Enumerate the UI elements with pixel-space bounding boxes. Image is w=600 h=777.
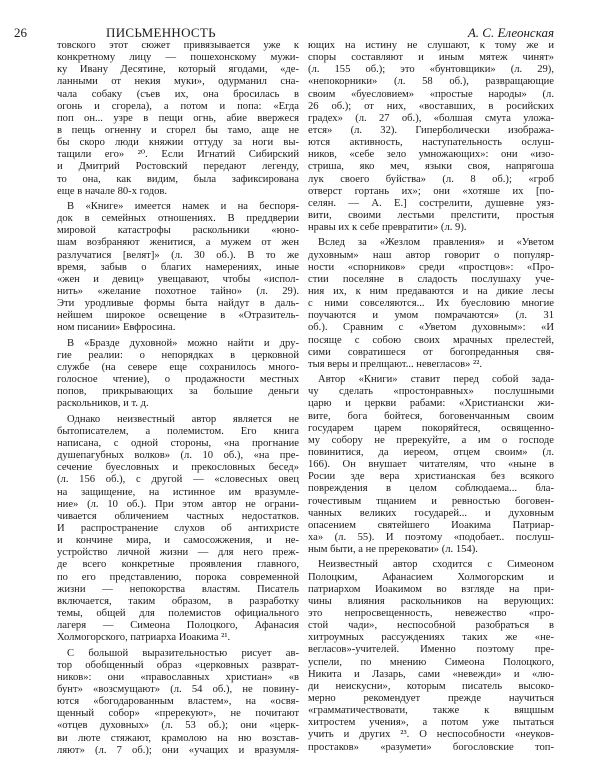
text-line: ди неискусни», которым писатель высоко- <box>308 680 554 692</box>
text-line: жизни — непокорства властям. Писатель <box>57 583 299 595</box>
text-line: повинитися, да иереом, отцем своим» (л. <box>308 447 554 459</box>
text-line: на защищение, на истинное им вразумле- <box>57 486 299 498</box>
text-line: гочестивым тщанием и ревностью боговен- <box>308 495 554 507</box>
text-line: «грамматичествовати, также к вящшым <box>308 705 554 717</box>
text-line: поп он... узре в пещи огнь, абие ввержеся <box>57 112 299 124</box>
text-line: ха» (л. 55). И поэтому «подобает.. послуш- <box>308 532 554 543</box>
text-line: нейшем широкое освещение в «Отразитель- <box>57 310 299 322</box>
text-line: опасением святейшего Иоакима Патриар- <box>308 519 554 531</box>
text-line: Вслед за «Жезлом правления» и «Уветом <box>318 237 554 249</box>
text-line: службе (на севере еще сохранилось много- <box>57 362 299 374</box>
text-line: «непокорники» (л. 58 об.), развращающие <box>308 76 554 88</box>
text-line: ются «богодарованным властем», на «освя- <box>57 696 299 708</box>
text-line: отверст гортань их»; они «хотяше их [по- <box>308 185 554 197</box>
text-line: (л. 155 об.); это «бунтовщики» (л. 29), <box>308 64 554 76</box>
text-line: сими совратишеся от богопреданныя свя- <box>308 346 554 358</box>
text-line: патриархом Иоакимом во взгляде на при- <box>308 583 554 595</box>
text-line: Росии зде вера христианская без всякого <box>308 471 554 483</box>
text-line: бытописателем, а полемистом. Его книга <box>57 425 299 437</box>
text-line: тор обобщенный образ «церковных разврат- <box>57 659 299 671</box>
text-line: чивается обличением частных недостатков. <box>57 510 299 522</box>
text-line: «отцев духовных» (л. 53 об.); они «церк- <box>57 720 299 732</box>
text-line: своим «буесловием» «простые народы» (л. <box>308 88 554 100</box>
text-line: вити, своими лестьми прелстити, простыя <box>308 209 554 221</box>
running-title: ПИСЬМЕННОСТЬ <box>106 25 216 40</box>
text-line: духовным» наш автор говорит о популяр- <box>308 249 554 261</box>
text-line: царю и церкви рабами: «Христиански жи- <box>308 398 554 410</box>
text-line: Автор «Книги» ставит перед собой зада- <box>318 374 554 386</box>
text-line: устройство личной жизни — для него преж- <box>57 547 299 559</box>
text-line: му собору не пререкуйте, а им о господе <box>308 434 554 446</box>
text-line: чала собаку (съев их, она бросилась в <box>57 88 299 100</box>
text-line: поучаются и умом помрачаются» (л. 31 <box>308 310 554 322</box>
text-line: «жен и девиц» увещавают, чтобы «испол- <box>57 273 299 285</box>
text-line: (л. 156 об.), с другой — «словесных овец <box>57 474 299 486</box>
text-line: ляют» (л. 7 об.); они «учащих и вразумля- <box>57 744 299 756</box>
text-line: нить» «желание похотное тайно» (л. 29). <box>57 286 299 297</box>
text-line: голосное чтение), о продажности местных <box>57 374 299 386</box>
paragraph <box>308 374 554 556</box>
left-column <box>57 40 299 760</box>
right-column <box>308 40 554 757</box>
text-line: стой чади», неспособной разобраться в <box>308 620 554 632</box>
text-line: ются активность, наступательность ослуш- <box>308 137 554 149</box>
text-line: споры составляют и иным мятеж чинят» <box>308 52 554 64</box>
text-line: 26 об.); от них, «воставших, в росийских <box>308 100 554 112</box>
paragraph <box>308 559 554 753</box>
text-line: ланными от некия муки», одурманил сна- <box>57 76 299 88</box>
paragraph <box>57 414 299 645</box>
text-line: ников, «себе зело умножающих»: они «изо- <box>308 149 554 161</box>
text-line: чины влияния раскольников на верующих: <box>308 595 554 607</box>
text-line: повреждения в целом соблюдаема... бла- <box>308 483 554 495</box>
text-line: тыя веры и прелщают... невегласов» ²². <box>308 358 483 370</box>
text-line: хитроумных рассуждениях таких же «не- <box>308 632 554 644</box>
text-line: ным быти, а не пререковати» (л. 154). <box>308 544 478 556</box>
text-line: конкретному лицу — пошехонскому мужи- <box>57 52 299 64</box>
text-line: товского этот сюжет привязывается уже к <box>57 40 299 51</box>
text-line: 166). Он внушает читателям, что «ныне в <box>308 459 554 471</box>
text-line: простаков» «разумети» богословские топ- <box>308 741 554 753</box>
paragraph <box>57 40 299 198</box>
paragraph <box>308 40 554 234</box>
text-line: попов, прикрывающих за большие деньги <box>57 386 299 398</box>
text-line: с ними совселяются... Их буесловию многие <box>308 298 554 310</box>
text-line: мировой катастрофы раскольники «юно- <box>57 225 299 237</box>
text-line: градех» (л. 27 об.), «болшая смута уложа- <box>308 112 554 124</box>
text-line: Холмогорского, патриарха Иоакима ²¹. <box>57 632 231 644</box>
text-line: стриша, яко меч, языки своя, напрягоша <box>308 161 554 173</box>
text-line: тащили его» ²⁰. Если Игнатий Сибирский <box>57 149 299 161</box>
text-line: разлучатися [велят]» (л. 30 об.). В то же <box>57 249 299 261</box>
text-line: ном писании» Евфросина. <box>57 322 176 334</box>
text-line: ние» (л. 10 об.). При этом автор не ограни- <box>57 498 299 510</box>
author-name: А. С. Елеонская <box>467 25 554 40</box>
text-line: лагеря — Симеона Полоцкого, Афанасия <box>57 620 299 632</box>
paragraph <box>308 237 554 371</box>
text-line: В «Книге» имеется намек и на беспоря- <box>67 201 299 213</box>
text-line: сечение буесловных и прекословных бесед» <box>57 462 299 474</box>
text-line: шам возбраняют женитися, а мужем от жен <box>57 237 299 249</box>
text-line: мерно рекомендует прежде научиться <box>308 693 554 705</box>
text-line: ви люте стяжают, крамолою на ню возстав- <box>57 732 299 744</box>
text-line: Полоцким, Афанасием Холмогорским и <box>308 571 554 583</box>
paragraph <box>57 338 299 411</box>
text-line: ности «спорников» среди «простцов»: «Про- <box>308 261 554 273</box>
text-line: чу сделать «простонравных» послушными <box>308 386 554 398</box>
text-line: ния их, к ним предаваются и на дикие лесы <box>308 286 554 297</box>
text-line: это непросвещенность, невежество «про- <box>308 608 554 620</box>
text-line: лук своего буйства» (л. 8 об.); «гроб <box>308 173 554 185</box>
text-line: гие реалии: о непорядках в церковной <box>57 349 299 361</box>
text-line: стии поселяне в сладость послушаху уче- <box>308 273 554 285</box>
text-line: раскольников, и т. д. <box>57 398 149 410</box>
text-line: то она, как видим, была зафиксирована <box>57 173 299 185</box>
text-line: Эти уродливые формы быта найдут в даль- <box>57 298 299 310</box>
text-line: вегласов»-учителей. Именно поэтому пре- <box>308 644 554 656</box>
text-line: успели, по мнению Симеона Полоцкого, <box>308 656 554 668</box>
text-line: государем царем покоряйтеся, освященно- <box>308 422 554 434</box>
text-line: Никита и Лазарь, сами «невежди» и «лю- <box>308 668 554 680</box>
text-line: ников»: они «православных христиан» «в <box>57 671 299 683</box>
text-line: бунт» «возсмущают» (л. 54 об.), не повину- <box>57 684 299 696</box>
text-line: нравы их к себе превратити» (л. 9). <box>308 222 467 234</box>
text-line: Однако неизвестный автор является не <box>67 413 299 425</box>
text-line: вите, бога бойтеся, боговенчанным своим <box>308 410 554 422</box>
paragraph <box>57 201 299 335</box>
text-line: время, забыв о благих намерениях, иные <box>57 261 299 273</box>
text-line: чанных великих государей... и духовным <box>308 507 554 519</box>
text-line: душепагубных волков» (л. 10 об.), «на пре- <box>57 450 299 462</box>
text-line: учить и других ²³. О неспособности «неуков- <box>308 729 554 741</box>
text-line: Неизвестный автор сходится с Симеоном <box>318 559 554 571</box>
text-line: написана, с одной стороны, «на прогнание <box>57 438 299 450</box>
text-line: И распространение слухов об антихристе <box>57 523 299 535</box>
text-line: щенный собор» «пререкуют», не почитают <box>57 708 299 720</box>
text-line: ется» (л. 32). Гиперболически изобража- <box>308 124 554 136</box>
text-line: ющих на истину не слушают, к тому же и <box>308 40 554 51</box>
text-line: по его представлению, порока современной <box>57 571 299 583</box>
text-line: об.). Сравним с «Уветом духовным»: «И <box>308 322 554 334</box>
text-line: де всего конкретные проявления главного, <box>57 559 299 571</box>
text-line: ку Ивану Десятине, который ягодами, «де- <box>57 64 299 76</box>
text-line: док в семейных отношениях. В преддверии <box>57 213 299 225</box>
text-line: еще в начале 80-х годов. <box>57 185 168 197</box>
text-line: включается, таким образом, в разработку <box>57 595 299 607</box>
text-line: и Дмитрий Ростовский передают легенду, <box>57 161 299 173</box>
text-line: хитростем учения», а потом уже пытаться <box>308 717 554 729</box>
text-line: С большой выразительностью рисует ав- <box>67 647 299 659</box>
page-number: 26 <box>14 25 27 40</box>
text-line: бы скоро люди княжии оттуду за ноги вы- <box>57 137 299 149</box>
text-line: В «Бразде духовной» можно найти и дру- <box>67 337 299 349</box>
text-line: в пещь огненну и сгорел бы тамо, аще не <box>57 124 299 136</box>
text-line: огонь и сгорела), а потом и попа: «Егда <box>57 100 299 112</box>
text-line: и кончине мира, и самосожжения, и не- <box>57 535 299 547</box>
paragraph <box>57 648 299 757</box>
text-line: селян. — А. Е.] сострелити, душевне уяз- <box>308 197 554 209</box>
text-line: темы, общей для полемистов официального <box>57 608 299 620</box>
text-line: посяще с собою своих мрачных прелестей, <box>308 334 554 346</box>
